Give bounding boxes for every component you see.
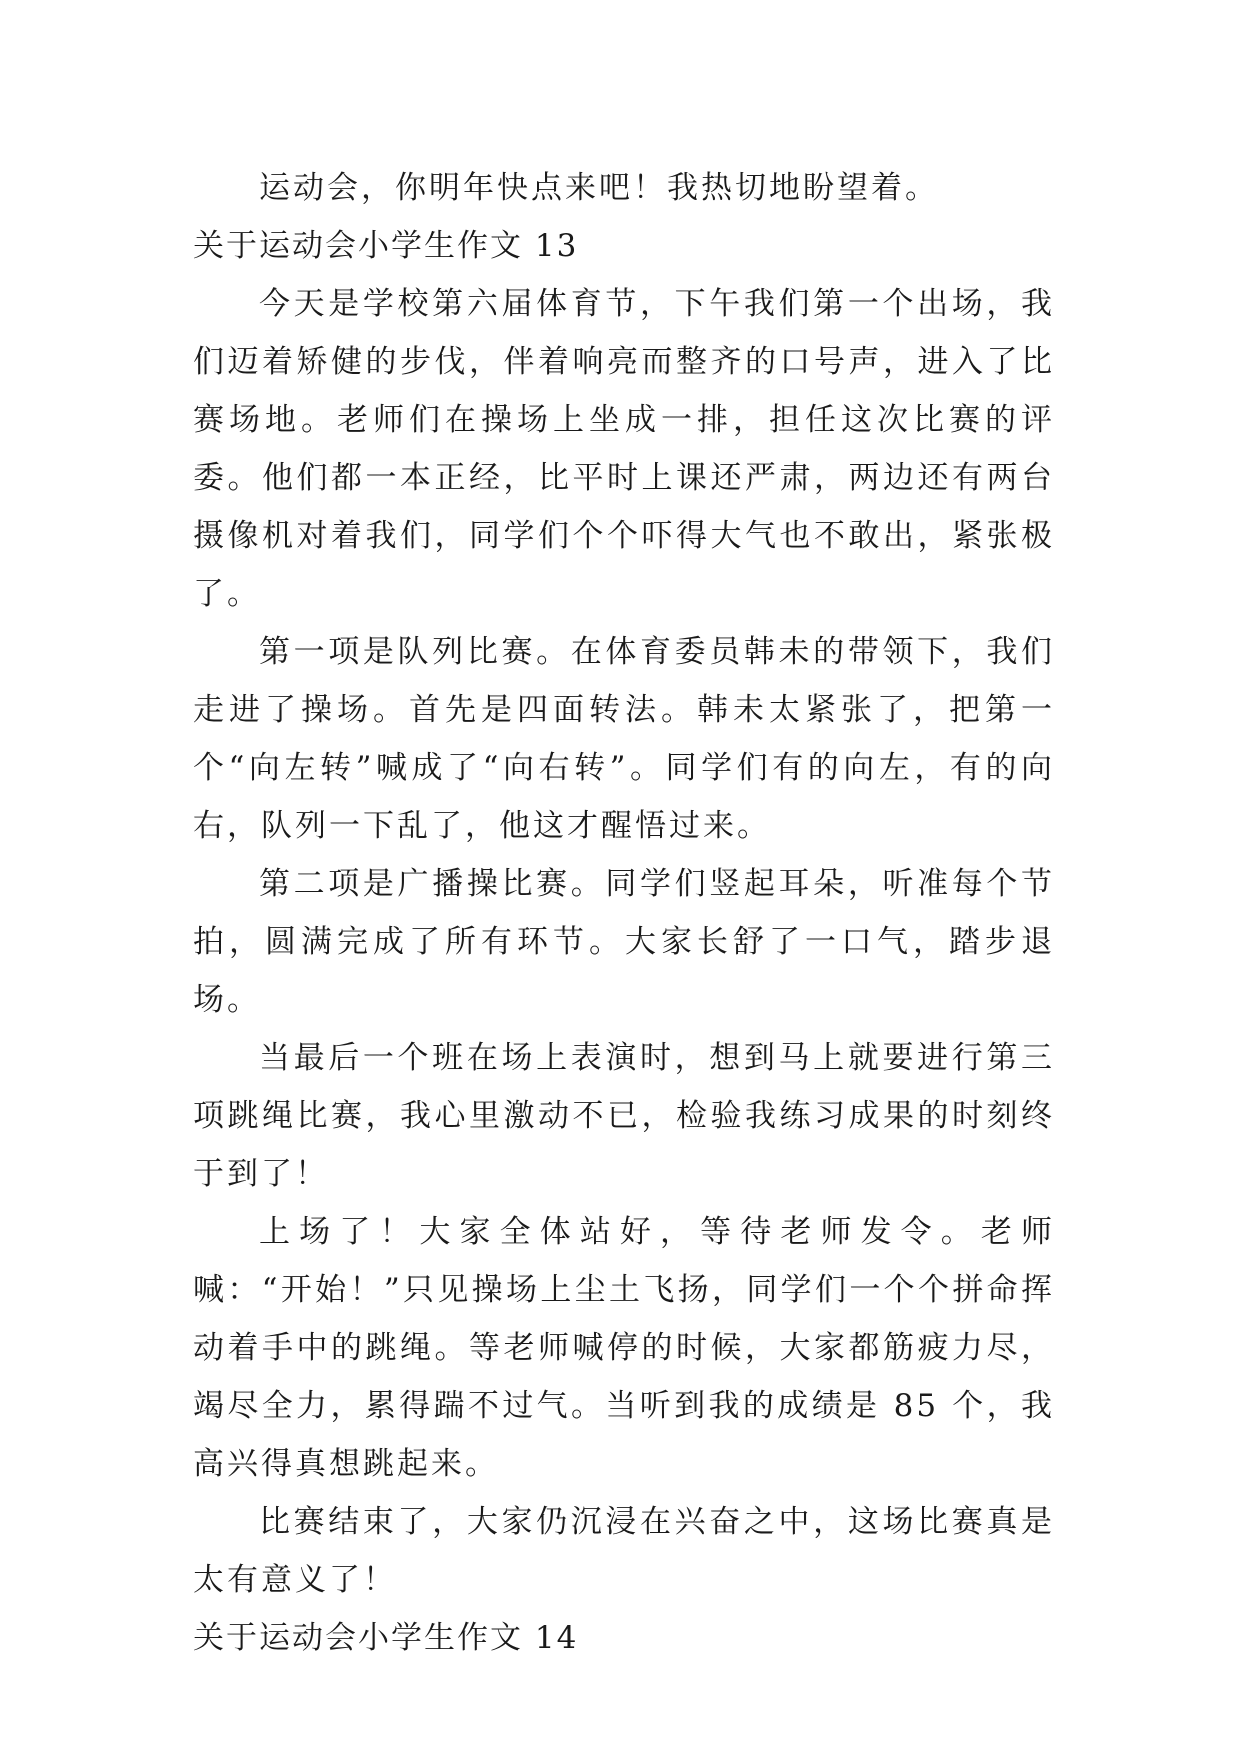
paragraph-intro: 今天是学校第六届体育节，下午我们第一个出场，我们迈着矫健的步伐，伴着响亮而整齐的口号声，进入了比赛场地。老师们在操场上坐成一排，担任这次比赛的评委。他们都一本正经，比平时上课还严肃，两边还有两台摄像机对着我们，同学们个个吓得大气也不敢出，紧张极了。: [193, 286, 1055, 612]
paragraph-jump-rope-event: 上场了！大家全体站好，等待老师发令。老师喊：“开始！”只见操场上尘土飞扬，同学们一个个拼命挥动着手中的跳绳。等老师喊停的时候，大家都筋疲力尽，竭尽全力，累得踹不过气。当听到我的成绩是 85 个，我高兴得真想跳起来。: [193, 1214, 1055, 1482]
essay-heading-13: 关于运动会小学生作文 13: [193, 228, 579, 264]
paragraph-jump-rope-anticipation: 当最后一个班在场上表演时，想到马上就要进行第三项跳绳比赛，我心里激动不已，检验我练习成果的时刻终于到了！: [193, 1040, 1055, 1192]
paragraph-broadcast-exercise: 第二项是广播操比赛。同学们竖起耳朵，听准每个节拍，圆满完成了所有环节。大家长舒了一口气，踏步退场。: [193, 866, 1055, 1018]
paragraph-queue-competition: 第一项是队列比赛。在体育委员韩未的带领下，我们走进了操场。首先是四面转法。韩未太紧张了，把第一个“向左转”喊成了“向右转”。同学们有的向左，有的向右，队列一下乱了，他这才醒悟过来。: [193, 634, 1055, 844]
document-body: [193, 159, 1055, 1667]
paragraph-conclusion: 比赛结束了，大家仍沉浸在兴奋之中，这场比赛真是太有意义了！: [193, 1504, 1055, 1598]
essay-heading-14: 关于运动会小学生作文 14: [193, 1620, 579, 1656]
paragraph-closing-previous: 运动会，你明年快点来吧！我热切地盼望着。: [259, 170, 939, 206]
